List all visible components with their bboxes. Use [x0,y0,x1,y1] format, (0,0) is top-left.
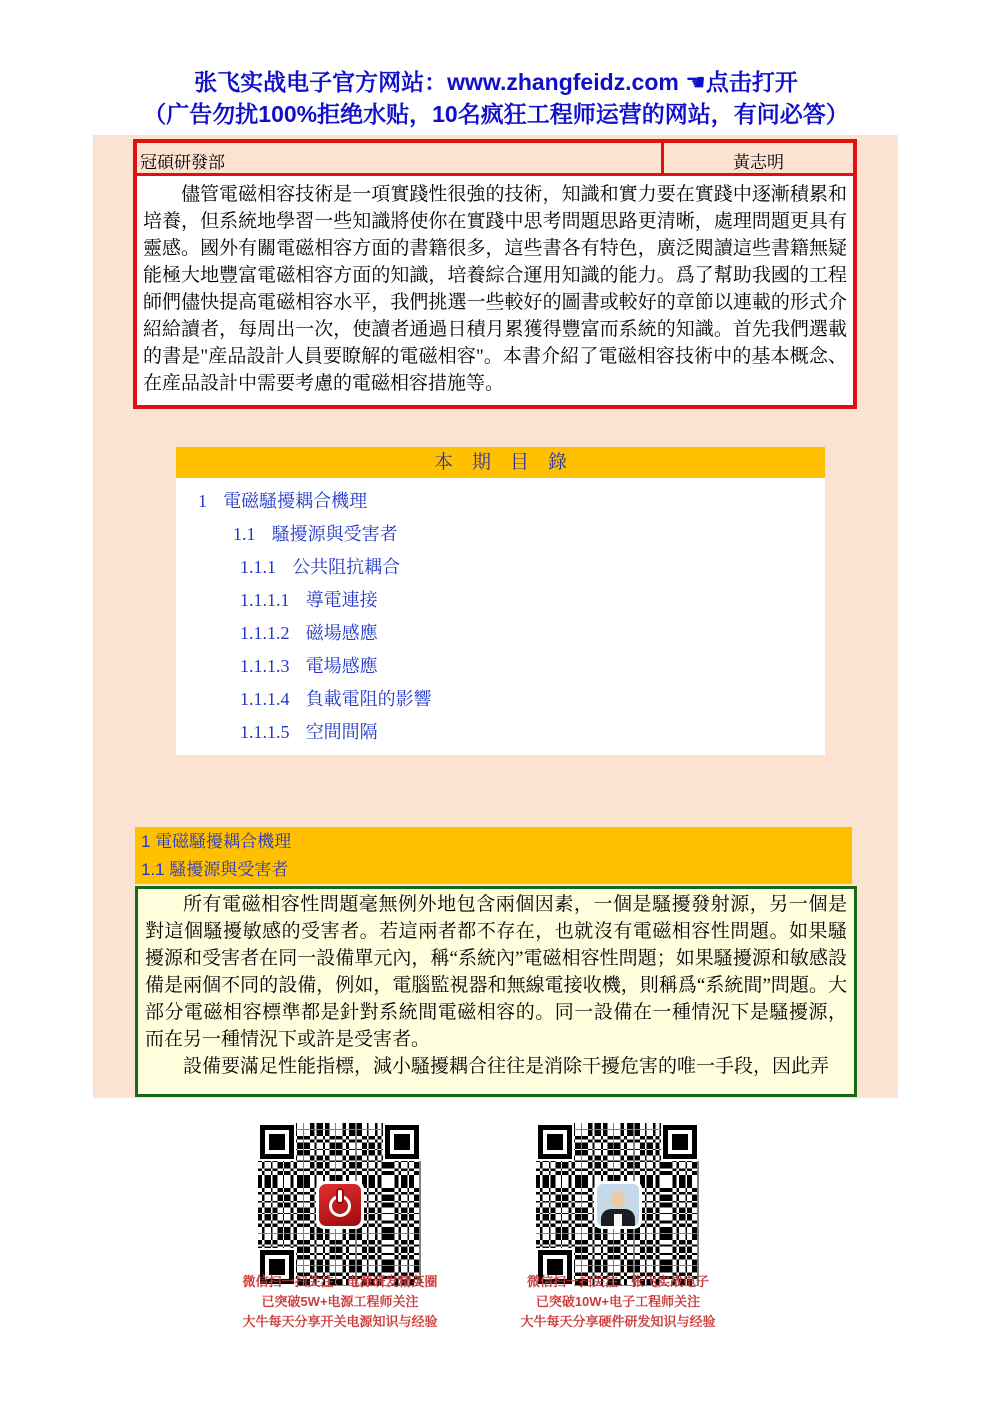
toc-label: 磁場感應 [305,623,378,643]
qr-caption-line: 微信扫一扫关注：张飞实战电子 [526,1274,709,1289]
toc-number: 1.1.1.1 [240,590,290,610]
toc-number: 1.1.1.3 [240,656,290,676]
qr-finder-icon [661,1123,699,1161]
toc-number: 1.1.1.4 [240,689,290,709]
toc-title: 本 期 目 錄 [176,447,825,478]
toc-box [176,447,825,755]
intro-paragraph: 儘管電磁相容技術是一項實踐性很強的技術，知識和實力要在實踐中逐漸積累和培養，但系統地學習一些知識將使你在實踐中思考問題思路更清晰，處理問題更具有靈感。國外有關電磁相容方面的書籍很多，這些書各有特色，廣泛閱讀這些書籍無疑能極大地豐富電磁相容方面的知識，培養綜合運用知識的能力。爲了幫助我國的工程師們儘快提高電磁相容水平，我們挑選一些較好的圖書或較好的章節以連載的形式介紹給讀者，每周出一次，使讀者通過日積月累獲得豐富而系統的知識。首先我們選載的書是"産品設計人員要瞭解的電磁相容"。本書介紹了電磁相容技術中的基本概念、在産品設計中需要考慮的電磁相容措施等。 [143,184,847,394]
avatar-photo-icon [594,1181,642,1229]
qr-finder-icon [383,1123,421,1161]
qr-caption-line: 已突破10W+电子工程师关注 [535,1294,701,1309]
toc-item-1-1-1-2[interactable] [176,617,825,650]
toc-label: 負載電阻的影響 [305,689,432,709]
promo-header [0,66,992,130]
qr-caption-left [220,1272,460,1332]
qr-caption-line: 大牛每天分享硬件研发知识与经验 [520,1314,716,1329]
wechat-qr-right [536,1123,699,1286]
section-body-box [135,886,857,1097]
section-heading-1: 1 電磁騷擾耦合機理 [141,832,292,851]
toc-label: 公共阻抗耦合 [292,557,401,577]
toc-item-1-1-1-4[interactable] [176,683,825,716]
wechat-qr-left [258,1123,421,1286]
power-icon [316,1181,364,1229]
promo-subtitle: （广告勿扰100%拒绝水贴，10名疯狂工程师运营的网站，有问必答） [143,101,849,127]
toc-label: 導電連接 [305,590,378,610]
section-paragraph-1: 所有電磁相容性問題毫無例外地包含兩個因素，一個是騷擾發射源，另一個是對這個騷擾敏感的受害者。若這兩者都不存在，也就沒有電磁相容性問題。如果騷擾源和受害者在同一設備單元內，稱“系統內”電磁相容性問題；如果騷擾源和敏感設備是兩個不同的設備，例如，電腦監視器和無線電接收機，則稱爲“系統間”問題。大部分電磁相容標準都是針對系統間電磁相容的。同一設備在一種情況下是騷擾源，而在另一種情況下或許是受害者。 [145,894,847,1050]
toc-list [176,478,825,755]
qr-finder-icon [536,1123,574,1161]
toc-number: 1.1.1 [240,557,276,577]
toc-item-1-1-1-3[interactable] [176,650,825,683]
site-link[interactable]: 张飞实战电子官方网站：www.zhangfeidz.com ☚点击打开 [194,69,798,95]
toc-item-1-1-1-1[interactable] [176,584,825,617]
toc-item-1[interactable] [176,485,825,518]
section-paragraph-2: 設備要滿足性能指標，減小騷擾耦合往往是消除干擾危害的唯一手段，因此弄 [183,1056,830,1077]
toc-number: 1 [198,491,207,511]
toc-item-1-1-1-5[interactable] [176,716,825,749]
author-cell: 黃志明 [664,143,853,173]
qr-caption-line: 大牛每天分享开关电源知识与经验 [242,1314,438,1329]
toc-label: 電磁騷擾耦合機理 [223,491,368,511]
qr-caption-line: 微信扫一扫关注：电源研发精英圈 [242,1274,438,1289]
content-band [93,135,898,1098]
department-cell: 冠碩研發部 [137,143,664,173]
toc-number: 1.1.1.5 [240,722,290,742]
toc-label: 騷擾源與受害者 [271,524,398,544]
toc-item-1-1[interactable] [176,518,825,551]
toc-label: 空間間隔 [305,722,378,742]
toc-number: 1.1.1.2 [240,623,290,643]
qr-caption-line: 已突破5W+电源工程师关注 [261,1294,419,1309]
toc-number: 1.1 [233,524,256,544]
info-table-header-row [137,143,853,176]
qr-finder-icon [258,1123,296,1161]
section-heading-1-1: 1.1 騷擾源與受害者 [141,860,289,879]
toc-item-1-1-1[interactable] [176,551,825,584]
toc-label: 電場感應 [305,656,378,676]
info-table [133,139,857,409]
intro-cell [137,176,853,405]
section-heading-block [135,827,852,884]
qr-caption-right [498,1272,738,1332]
